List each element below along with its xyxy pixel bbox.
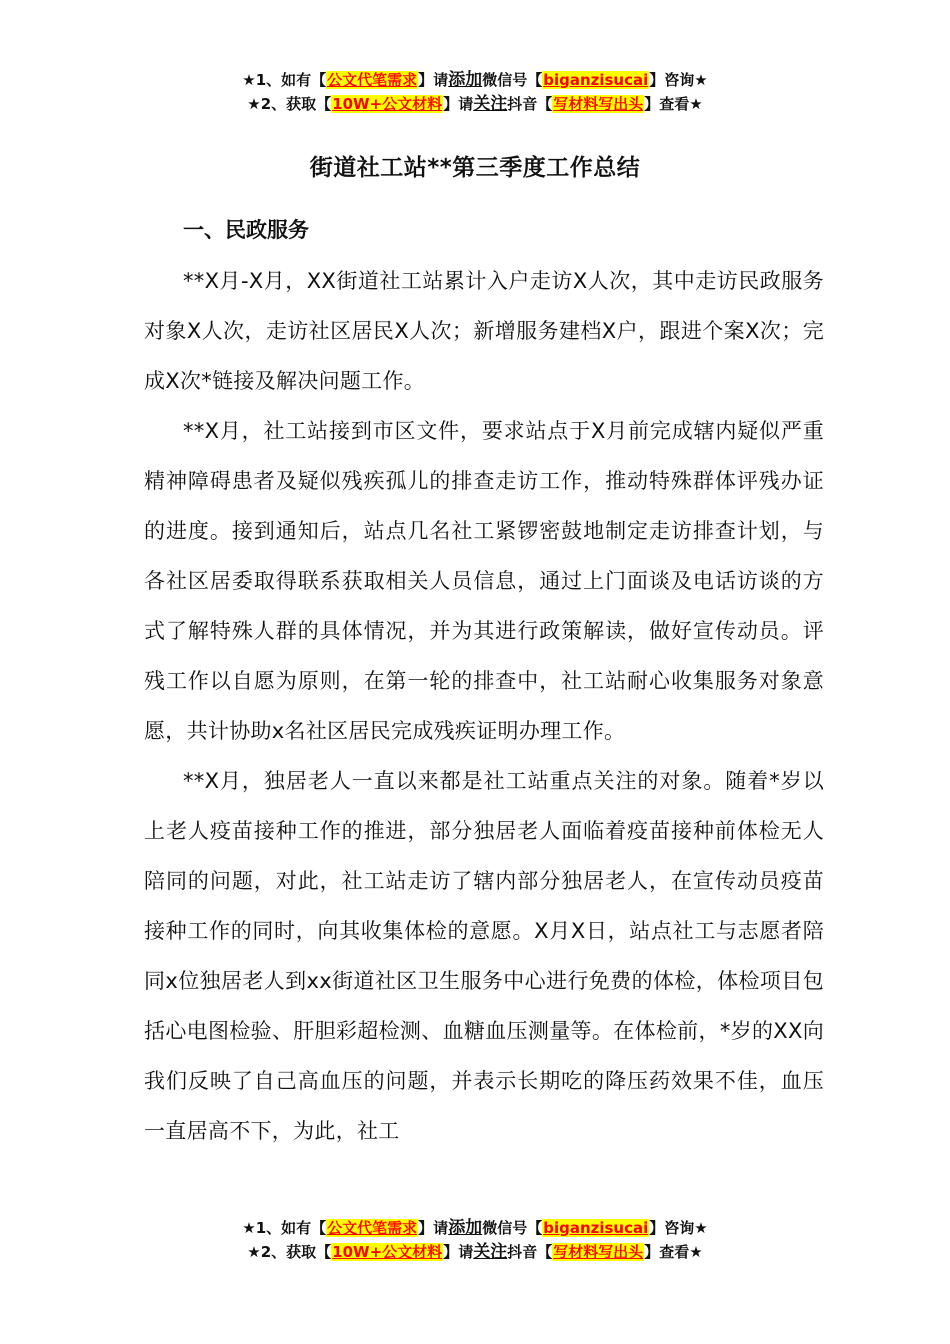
banner-line-1-mid: 】请: [418, 71, 449, 89]
footer-line-2-highlight-materials: 10W+公文材料: [332, 1243, 443, 1261]
section-heading: 一、民政服务: [183, 218, 309, 242]
footer-line-2-suffix: 】查看★: [644, 1243, 703, 1261]
document-title: 街道社工站**第三季度工作总结: [309, 155, 641, 181]
banner-line-2-emphasis: 关注: [473, 94, 508, 114]
banner-line-1-suffix: 】咨询★: [649, 71, 708, 89]
banner-line-2-suffix: 】查看★: [644, 95, 703, 113]
banner-line-1-highlight-service: 公文代笔需求: [327, 71, 418, 89]
banner-line-2-prefix: ★2、获取【: [247, 95, 332, 113]
paragraph-1: **X月-X月，XX街道社工站累计入户走访X人次，其中走访民政服务对象X人次，走访社区居民X人次；新增服务建档X户，跟进个案X次；完成X次*链接及解决问题工作。: [144, 269, 824, 393]
footer-banner-line-1: [0, 1216, 950, 1240]
banner-line-2-mid2: 抖音【: [507, 95, 553, 113]
footer-line-1-suffix: 】咨询★: [649, 1219, 708, 1237]
footer-line-2-emphasis: 关注: [473, 1242, 508, 1262]
footer-banner-line-2: [0, 1240, 950, 1264]
banner-line-1: [0, 68, 950, 92]
footer-line-1-highlight-wechat: biganzisucai: [543, 1219, 649, 1237]
paragraph-3: **X月，独居老人一直以来都是社工站重点关注的对象。随着*岁以上老人疫苗接种工作的推进，部分独居老人面临着疫苗接种前体检无人陪同的问题，对此，社工站走访了辖内部分独居老人，在宣传动员疫苗接种工作的同时，向其收集体检的意愿。X月X日，站点社工与志愿者陪同x位独居老人到xx街道社区卫生服务中心进行免费的体检，体检项目包括心电图检验、肝胆彩超检测、血糖血压测量等。在体检前，*岁的XX向我们反映了自己高血压的问题，并表示长期吃的降压药效果不佳，血压一直居高不下，为此，社工: [144, 769, 824, 1143]
footer-line-1-prefix: ★1、如有【: [242, 1219, 327, 1237]
header-banner: [0, 68, 950, 116]
footer-line-2-mid2: 抖音【: [507, 1243, 553, 1261]
footer-line-1-mid2: 微信号【: [482, 1219, 543, 1237]
footer-line-1-highlight-service: 公文代笔需求: [327, 1219, 418, 1237]
banner-line-2: [0, 92, 950, 116]
banner-line-1-prefix: ★1、如有【: [242, 71, 327, 89]
banner-line-1-emphasis: 添加: [448, 70, 483, 90]
banner-line-2-highlight-materials: 10W+公文材料: [332, 95, 443, 113]
footer-line-1-mid: 】请: [418, 1219, 449, 1237]
banner-line-2-mid: 】请: [443, 95, 474, 113]
footer-banner: [0, 1216, 950, 1264]
banner-line-1-mid2: 微信号【: [482, 71, 543, 89]
banner-line-1-highlight-wechat: biganzisucai: [543, 71, 649, 89]
footer-line-2-prefix: ★2、获取【: [247, 1243, 332, 1261]
footer-line-1-emphasis: 添加: [448, 1218, 483, 1238]
banner-line-2-highlight-douyin: 写材料写出头: [553, 95, 644, 113]
paragraph-2: **X月，社工站接到市区文件，要求站点于X月前完成辖内疑似严重精神障碍患者及疑似残疾孤儿的排查走访工作，推动特殊群体评残办证的进度。接到通知后，站点几名社工紧锣密鼓地制定走访排查计划，与各社区居委取得联系获取相关人员信息，通过上门面谈及电话访谈的方式了解特殊人群的具体情况，并为其进行政策解读，做好宣传动员。评残工作以自愿为原则，在第一轮的排查中，社工站耐心收集服务对象意愿，共计协助x名社区居民完成残疾证明办理工作。: [144, 419, 824, 743]
footer-line-2-mid: 】请: [443, 1243, 474, 1261]
document-body: [144, 256, 824, 1156]
footer-line-2-highlight-douyin: 写材料写出头: [553, 1243, 644, 1261]
